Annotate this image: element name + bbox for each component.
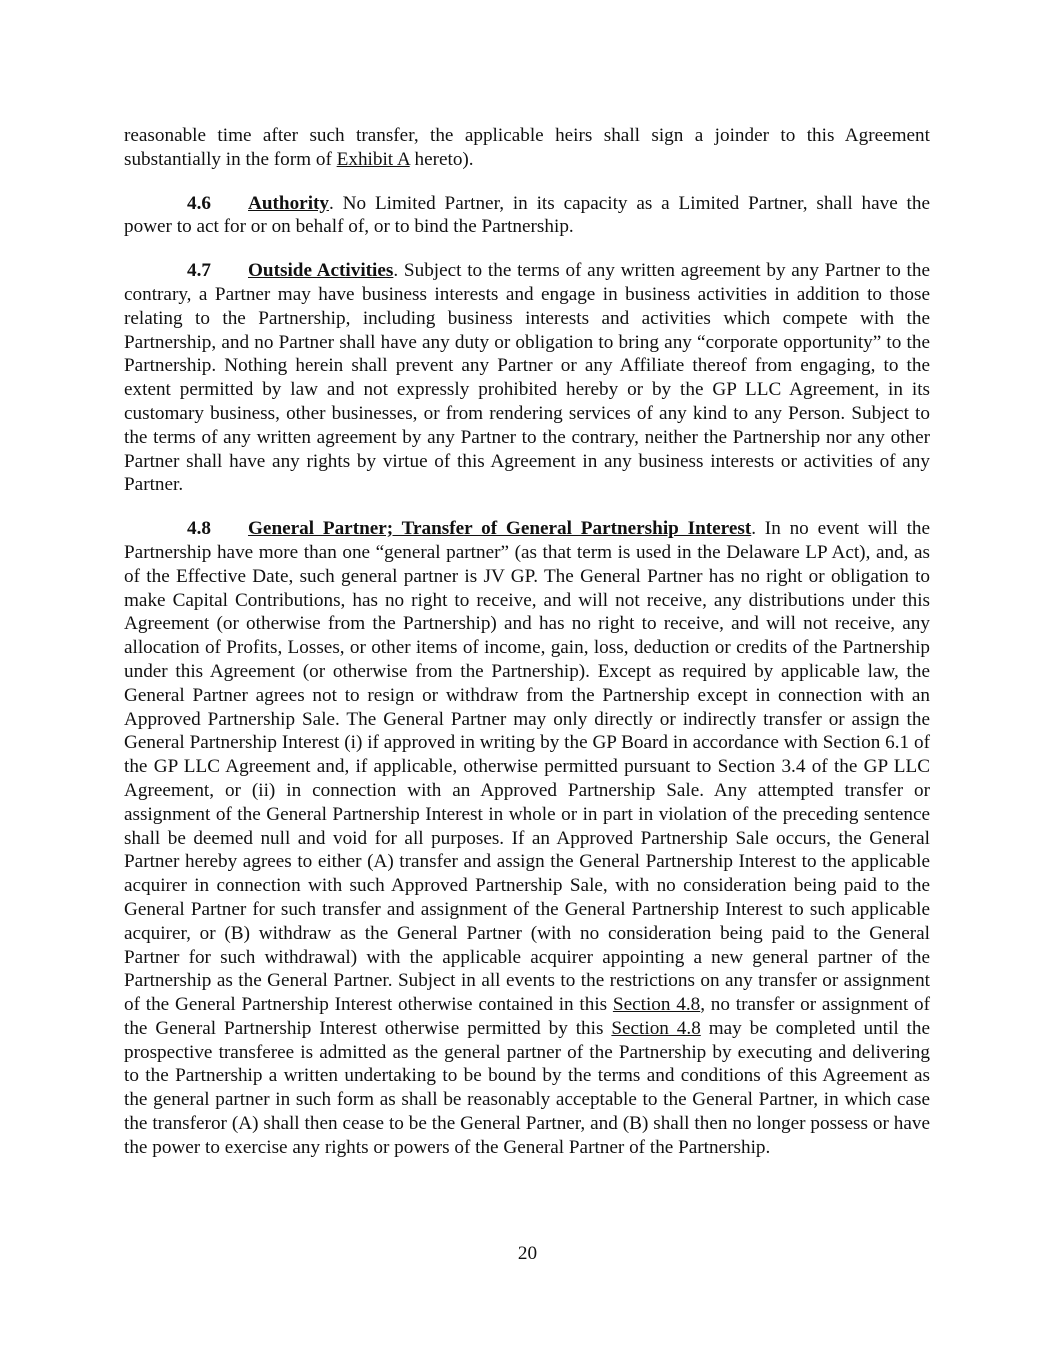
section-4-7 [124, 259, 930, 497]
section-body: . Subject to the terms of any written agreement by any Partner to the contrary, a Partner may have business interests and engage in business activities in addition to those relating to the Partnership, including business interests and activities which compete with the Partnership, and no Partner shall have any duty or obligation to bring any “corporate opportunity” to the Partnership. Nothing herein shall prevent any Partner or any Affiliate thereof from engaging, to the extent permitted by law and not expressly prohibited hereby or by the GP LLC Agreement, in its customary business, other businesses, or from rendering services of any kind to any Person. Subject to the terms of any written agreement by any Partner to the contrary, neither the Partnership nor any other Partner shall have any rights by virtue of this Agreement in any business interests or activities of any Partner. [124, 260, 930, 496]
section-body: . No Limited Partner, in its capacity as a Limited Partner, shall have the power to act for or on behalf of, or to bind the Partnership. [124, 192, 930, 238]
section-body-part-2: , no transfer or assignment of the General Partnership Interest otherwise permitted by this [124, 994, 930, 1039]
section-body-part-3: may be completed until the prospective transferee is admitted as the general partner of the Partnership by executing and delivering to the Partnership a written undertaking to be bound by the terms and conditions of this Agreement as the general partner in such form as shall be reasonably acceptable to the General Partner, in which case the transferor (A) shall then cease to be the General Partner, and (B) shall then no longer possess or have the power to exercise any rights or powers of the General Partner of the Partnership. [124, 1017, 930, 1158]
section-4-8-reference: Section 4.8 [612, 994, 701, 1016]
continuation-paragraph [124, 124, 930, 172]
section-number: 4.8 [187, 518, 211, 540]
section-number: 4.7 [187, 260, 211, 282]
section-number: 4.6 [187, 192, 211, 214]
continuation-text: reasonable time after such transfer, the applicable heirs shall sign a joinder to this Agreement substantially in the form of [124, 125, 930, 170]
section-heading: General Partner; Transfer of General Partnership Interest [248, 518, 752, 540]
section-4-8-reference: Section 4.8 [611, 1017, 701, 1039]
section-heading: Outside Activities [248, 260, 394, 282]
section-4-6 [124, 192, 930, 240]
page-number: 20 [517, 1243, 538, 1264]
section-4-8 [124, 517, 930, 1160]
section-heading: Authority [248, 192, 330, 214]
document-page [124, 124, 930, 1180]
continuation-text-end: hereto). [409, 148, 474, 170]
section-body-part-1: . In no event will the Partnership have more than one “general partner” (as that term is used in the Delaware LP Act), and, as of the Effective Date, such general partner is JV GP. The General Partner has no right or obligation to make Capital Contributions, has no right to receive, and will not receive, any distributions under this Agreement (or otherwise from the Partnership) and has no right to receive, and will not receive, any allocation of Profits, Losses, or other items of income, gain, loss, deduction or credits of the Partnership under this Agreement (or otherwise from the Partnership). Except as required by applicable law, the General Partner agrees not to resign or withdraw from the Partnership except in connection with an Approved Partnership Sale. The General Partner may only directly or indirectly transfer or assign the General Partnership Interest (i) if approved in writing by the GP Board in accordance with Section 6.1 of the GP LLC Agreement and, if applicable, otherwise permitted pursuant to Section 3.4 of the GP LLC Agreement, or (ii) in connection with an Approved Partnership Sale. Any attempted transfer or assignment of the General Partnership Interest in whole or in part in violation of the preceding sentence shall be deemed null and void for all purposes. If an Approved Partnership Sale occurs, the General Partner hereby agrees to either (A) transfer and assign the General Partnership Interest to the applicable acquirer in connection with such Approved Partnership Sale, with no consideration being paid to the General Partner for such transfer and assignment of the General Partnership Interest to such applicable acquirer, or (B) withdraw as the General Partner (with no consideration being paid to the General Partner for such withdrawal) with the applicable acquirer appointing a new general partner of the Partnership as the General Partner. Subject in all events to the restrictions on any transfer or assignment of the General Partnership Interest otherwise contained in this [124, 518, 931, 1016]
exhibit-a-reference: Exhibit A [336, 148, 410, 170]
